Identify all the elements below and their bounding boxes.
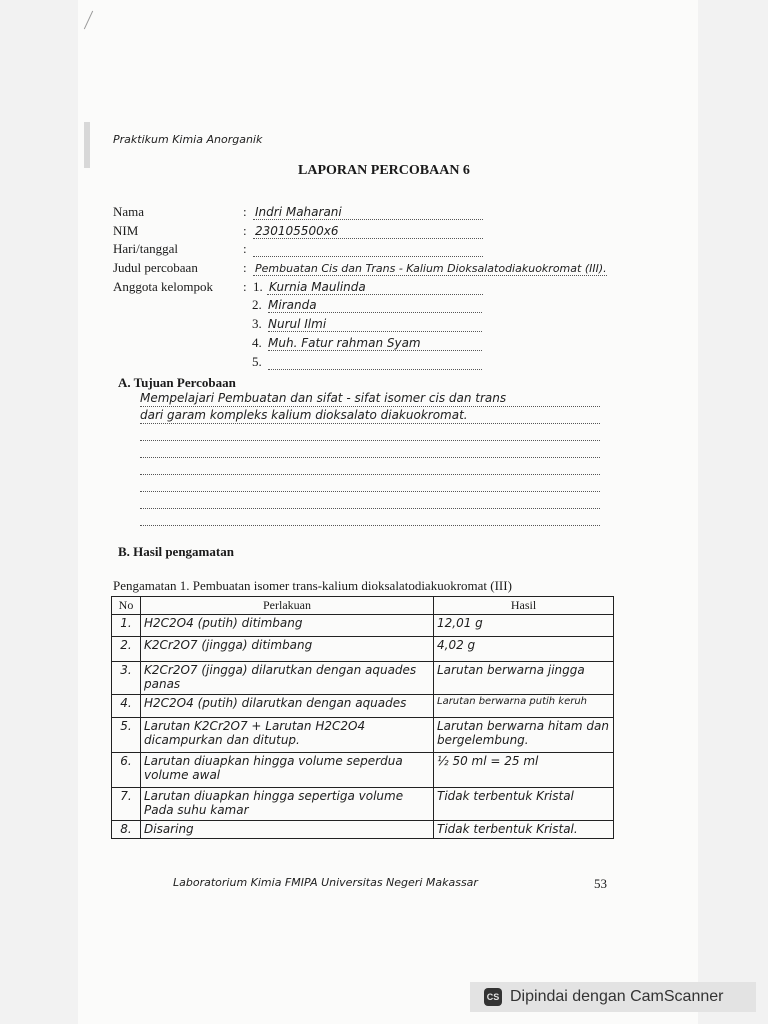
- purpose-line: Mempelajari Pembuatan dan sifat - sifat isomer cis dan trans: [140, 391, 600, 407]
- member-name: Nurul Ilmi: [268, 317, 482, 332]
- date-value: [253, 256, 483, 257]
- purpose-line: [140, 442, 600, 458]
- row-number: 3.: [112, 662, 141, 695]
- purpose-heading: A. Tujuan Percobaan: [118, 375, 236, 390]
- table-caption: Pengamatan 1. Pembuatan isomer trans-kalium dioksalatodiakuokromat (III): [113, 578, 512, 593]
- column-header-treatment: Perlakuan: [141, 597, 434, 615]
- purpose-line: [140, 493, 600, 509]
- row-result: Tidak terbentuk Kristal: [434, 788, 614, 821]
- page-edge-mark: [84, 122, 90, 168]
- row-number: 2.: [112, 637, 141, 662]
- results-heading: B. Hasil pengamatan: [118, 544, 234, 559]
- row-number: 1.: [112, 615, 141, 637]
- member-number: 5.: [252, 354, 262, 369]
- purpose-line: dari garam kompleks kalium dioksalato diakuokromat.: [140, 408, 600, 424]
- member-name: [268, 369, 482, 370]
- table-row: [112, 695, 614, 718]
- member-name: Muh. Fatur rahman Syam: [268, 336, 482, 351]
- row-result: Larutan berwarna putih keruh: [434, 695, 614, 718]
- row-treatment: Disaring: [141, 821, 434, 839]
- name-row: [113, 202, 483, 220]
- table-row: [112, 615, 614, 637]
- member-number: 3.: [252, 316, 262, 331]
- member-row: [252, 315, 482, 332]
- purpose-line: [140, 459, 600, 475]
- table-row: [112, 637, 614, 662]
- experiment-row: [113, 258, 607, 276]
- page-number: 53: [594, 876, 607, 891]
- row-treatment: Larutan K2Cr2O7 + Larutan H2C2O4 dicampurkan dan ditutup.: [141, 718, 434, 753]
- colon: :: [243, 279, 247, 294]
- camscanner-logo-icon: CS: [484, 988, 502, 1006]
- row-number: 8.: [112, 821, 141, 839]
- date-row: [113, 239, 483, 257]
- column-header-result: Hasil: [434, 597, 614, 615]
- nim-label: NIM: [113, 223, 139, 238]
- table-row: [112, 662, 614, 695]
- experiment-value: Pembuatan Cis dan Trans - Kalium Dioksalatodiakuokromat (III).: [255, 262, 607, 275]
- camscanner-watermark: [470, 982, 756, 1012]
- purpose-line: [140, 510, 600, 526]
- colon: :: [243, 260, 247, 275]
- name-label: Nama: [113, 204, 145, 219]
- member-name: Kurnia Maulinda: [267, 280, 483, 295]
- member-number: 2.: [252, 297, 262, 312]
- table-header-row: [112, 597, 614, 615]
- row-treatment: K2Cr2O7 (jingga) dilarutkan dengan aquades panas: [141, 662, 434, 695]
- row-treatment: H2C2O4 (putih) dilarutkan dengan aquades: [141, 695, 434, 718]
- purpose-line: [140, 476, 600, 492]
- row-treatment: Larutan diuapkan hingga sepertiga volume Pada suhu kamar: [141, 788, 434, 821]
- member-row: [252, 353, 482, 370]
- row-treatment: H2C2O4 (putih) ditimbang: [141, 615, 434, 637]
- experiment-label: Judul percobaan: [113, 260, 198, 275]
- nim-row: [113, 221, 483, 239]
- member-row: [252, 334, 482, 351]
- table-row: [112, 788, 614, 821]
- row-number: 6.: [112, 753, 141, 788]
- member-row: [252, 296, 482, 313]
- row-treatment: Larutan diuapkan hingga volume seperdua volume awal: [141, 753, 434, 788]
- row-number: 5.: [112, 718, 141, 753]
- table-row: [112, 821, 614, 839]
- camscanner-label: Dipindai dengan CamScanner: [510, 988, 724, 1005]
- row-treatment: K2Cr2O7 (jingga) ditimbang: [141, 637, 434, 662]
- colon: :: [243, 204, 247, 219]
- report-title: LAPORAN PERCOBAAN 6: [298, 163, 470, 178]
- row-result: Larutan berwarna jingga: [434, 662, 614, 695]
- nim-value: 230105500x6: [253, 224, 483, 239]
- purpose-line: [140, 425, 600, 441]
- group-label: Anggota kelompok: [113, 279, 214, 294]
- row-number: 7.: [112, 788, 141, 821]
- column-header-no: No: [112, 597, 141, 615]
- lab-footer: Laboratorium Kimia FMIPA Universitas Negeri Makassar: [173, 876, 478, 889]
- row-result: 12,01 g: [434, 615, 614, 637]
- observation-table: [111, 596, 614, 839]
- row-result: ½ 50 ml = 25 ml: [434, 753, 614, 788]
- row-result: Larutan berwarna hitam dan bergelembung.: [434, 718, 614, 753]
- member-number: 1.: [253, 279, 263, 294]
- colon: :: [243, 241, 247, 256]
- member-number: 4.: [252, 335, 262, 350]
- row-number: 4.: [112, 695, 141, 718]
- date-label: Hari/tanggal: [113, 241, 178, 256]
- course-header: Praktikum Kimia Anorganik: [113, 133, 263, 146]
- name-value: Indri Maharani: [253, 205, 483, 220]
- table-row: [112, 753, 614, 788]
- row-result: Tidak terbentuk Kristal.: [434, 821, 614, 839]
- colon: :: [243, 223, 247, 238]
- row-result: 4,02 g: [434, 637, 614, 662]
- member-name: Miranda: [268, 298, 482, 313]
- group-row: [113, 277, 483, 295]
- table-row: [112, 718, 614, 753]
